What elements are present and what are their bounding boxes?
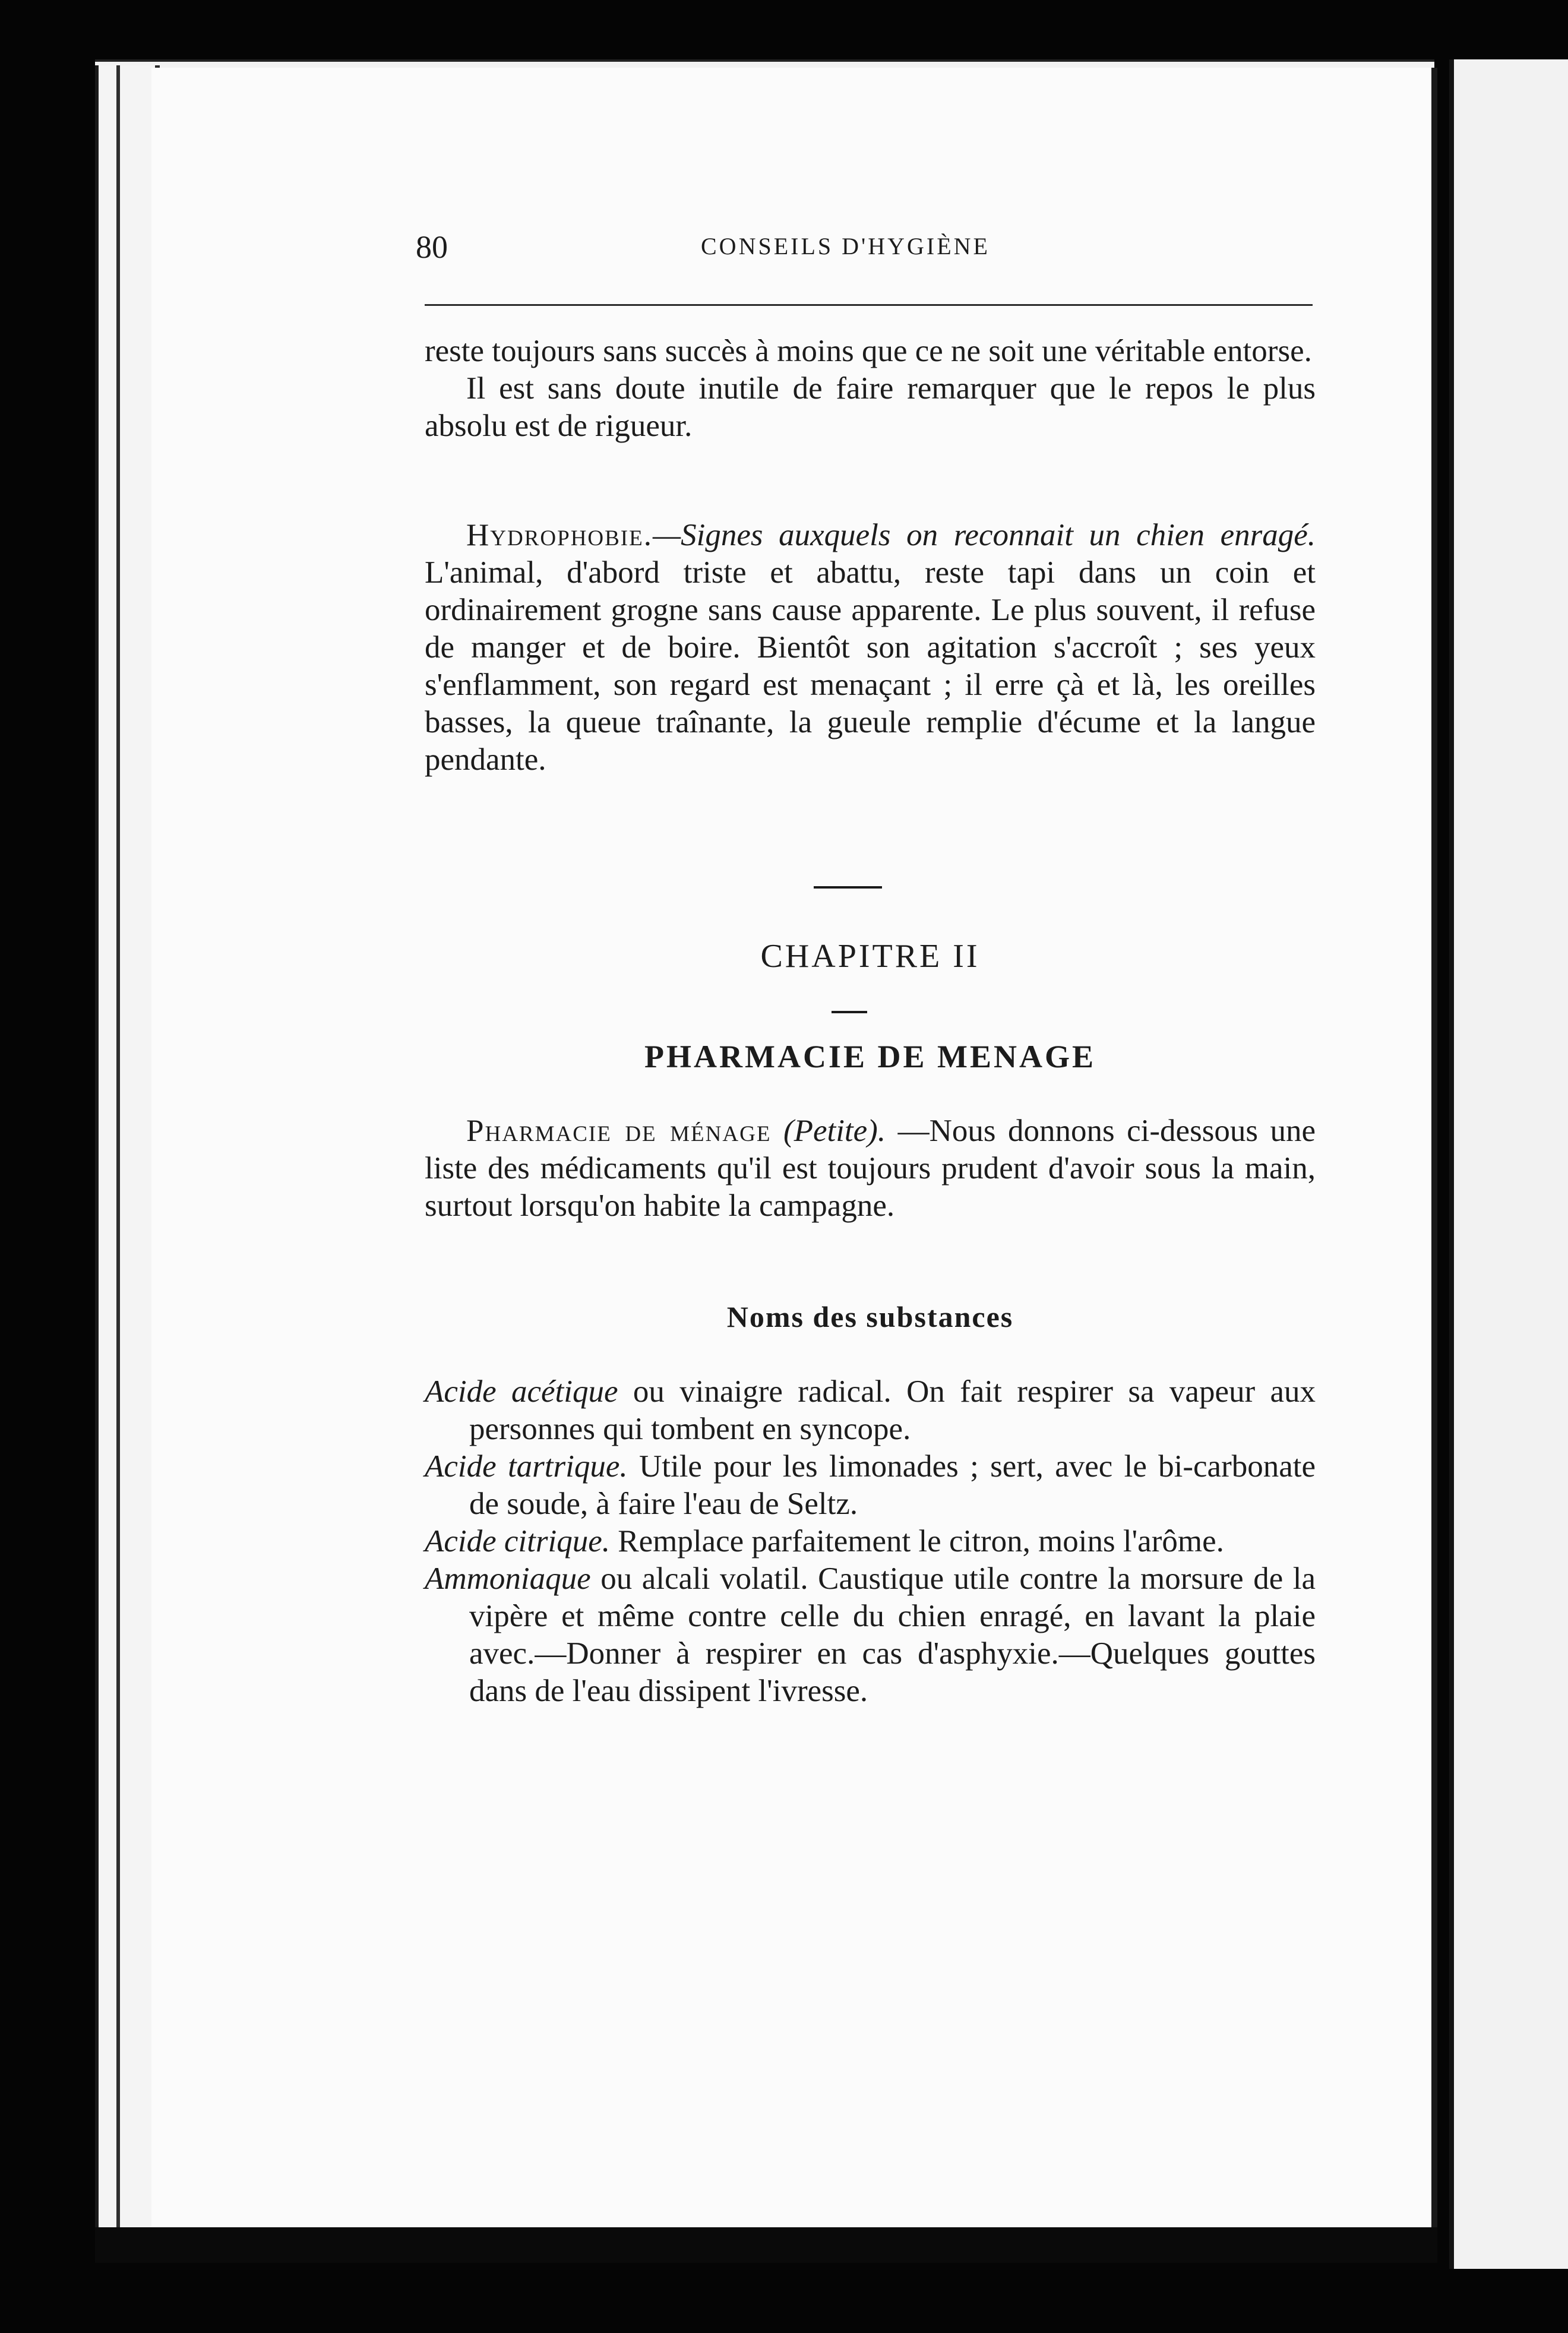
entry-text: Remplace parfaitement le citron, moins l'arôme. <box>610 1524 1224 1559</box>
substance-list <box>425 1373 1316 1710</box>
entry-term: Acide tartrique. <box>425 1449 628 1484</box>
list-item <box>425 1448 1316 1523</box>
book-spine <box>95 65 160 2227</box>
bottom-edge <box>95 2227 1437 2263</box>
header-rule <box>425 304 1313 306</box>
hydrophobie-subtitle: —Signes auxquels on reconnait un chien enragé. <box>652 518 1316 552</box>
chapter-rule <box>832 1011 867 1013</box>
running-title: CONSEILS D'HYGIÈNE <box>701 233 990 260</box>
section-title: Noms des substances <box>726 1300 1014 1333</box>
hydrophobie-block <box>425 517 1316 779</box>
list-item <box>425 1373 1316 1448</box>
list-item <box>425 1523 1316 1560</box>
chapter-title: PHARMACIE DE MENAGE <box>644 1039 1096 1074</box>
entry-term: Ammoniaque <box>425 1561 591 1596</box>
entry-text: ou alcali volatil. Caustique utile contre la morsure de la vipère et même contre celle du chien enragé, en lavant la plaie avec.—Donner à respirer en cas d'asphyxie.—Quelques gouttes dans de l'eau dissipent l'ivresse. <box>469 1561 1316 1708</box>
section-separator <box>814 886 882 889</box>
entry-text: Utile pour les limonades ; sert, avec le bi-carbonate de soude, à faire l'eau de Seltz. <box>469 1449 1316 1521</box>
hydrophobie-body: L'animal, d'abord triste et abattu, reste tapi dans un coin et ordinairement grogne sans cause apparente. Le plus souvent, il refuse de manger et de boire. Bientôt son agitation s'accroît ; ses yeux s'enflamment, son regard est menaçant ; il erre çà et là, les oreilles basses, la queue traînante, la gueule remplie d'écume et la langue pendante. <box>425 555 1316 777</box>
page-edge <box>1431 68 1437 2259</box>
pharmacie-block <box>425 1112 1316 1225</box>
entry-text: ou vinaigre radical. On fait respirer sa vapeur aux personnes qui tombent en syncope. <box>469 1374 1316 1446</box>
next-page-edge <box>1449 59 1568 2269</box>
pharmacie-lead-italic: (Petite). <box>783 1114 886 1148</box>
intro-block <box>425 333 1316 445</box>
pharmacie-lead: Pharmacie de ménage <box>466 1114 772 1148</box>
hydrophobie-paragraph <box>425 517 1316 779</box>
entry-term: Acide acétique <box>425 1374 618 1409</box>
intro-paragraph-2: Il est sans doute inutile de faire remarquer que le repos le plus absolu est de rigueur. <box>425 371 1316 443</box>
list-item <box>425 1560 1316 1710</box>
pharmacie-paragraph <box>425 1112 1316 1225</box>
page-header <box>416 229 1319 270</box>
hydrophobie-lead: Hydrophobie. <box>466 518 653 552</box>
entry-term: Acide citrique. <box>425 1524 610 1559</box>
page-number: 80 <box>416 229 448 265</box>
intro-paragraph-1: reste toujours sans succès à moins que ce ne soit une véritable entorse. <box>425 334 1312 368</box>
pharmacie-body: —Nous donnons ci-dessous une liste des médicaments qu'il est toujours prudent d'avoir sous la main, surtout lorsqu'on habite la campagne. <box>425 1114 1316 1223</box>
chapter-heading: CHAPITRE II <box>760 938 980 975</box>
